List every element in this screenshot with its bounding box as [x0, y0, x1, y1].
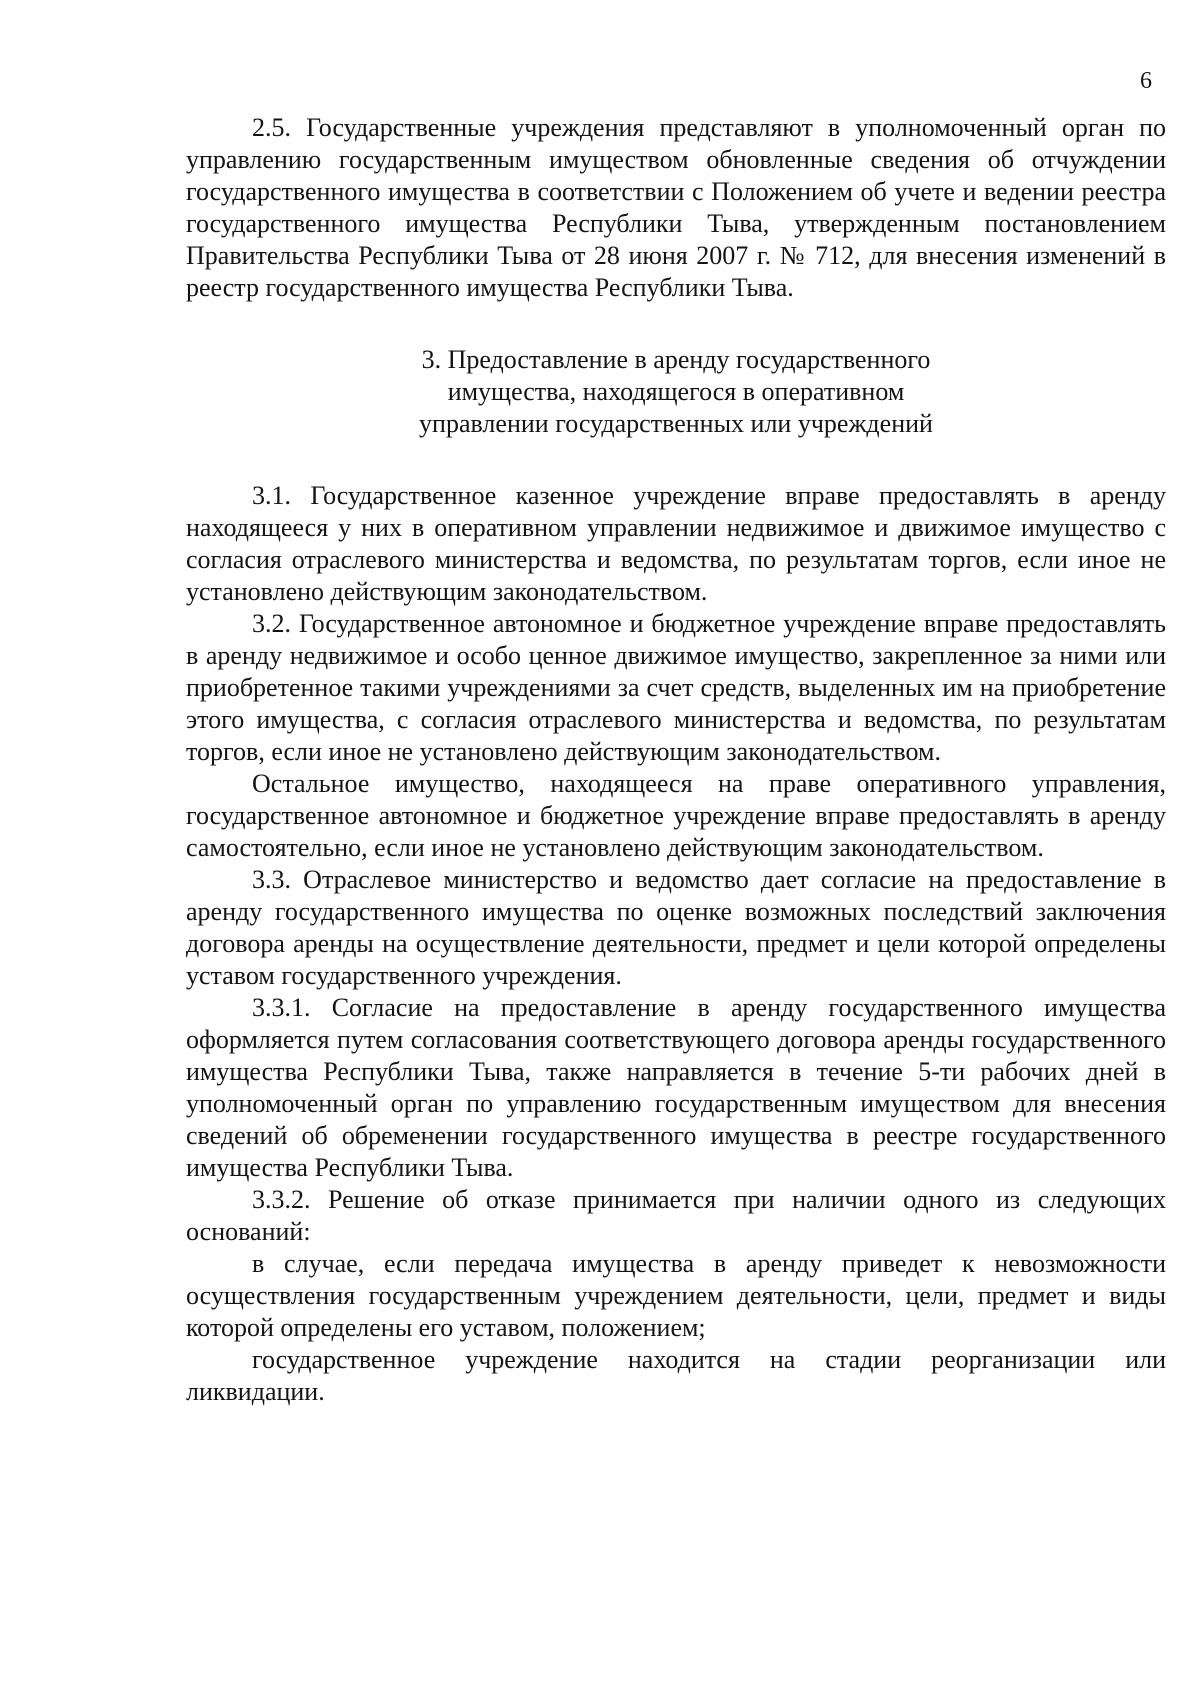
page-number: 6: [1140, 68, 1152, 94]
paragraph-3-2: 3.2. Государственное автономное и бюджетное учреждение вправе предоставлять в аренду недвижимое и особо ценное движимое имущество, закрепленное за ними или приобретенное такими учреждениями за счет средств, выделенных им на приобретение этого имущества, с согласия отраслевого министерства и ведомства, по результатам торгов, если иное не установлено действующим законодательством.: [186, 609, 1166, 766]
section-3-heading-line: управлении государственных или учреждений: [419, 409, 933, 438]
paragraph-3-3-1: 3.3.1. Согласие на предоставление в аренду государственного имущества оформляется путем согласования соответствующего договора аренды государственного имущества Республики Тыва, также направляется в течение 5-ти рабочих дней в уполномоченный орган по управлению государственным имуществом для внесения сведений об обременении государственного имущества в реестре государственного имущества Республики Тыва.: [186, 993, 1166, 1182]
document-body: [186, 112, 1166, 1408]
paragraph-3-3: 3.3. Отраслевое министерство и ведомство дает согласие на предоставление в аренду государственного имущества по оценке возможных последствий заключения договора аренды на осуществление деятельности, предмет и цели которой определены уставом государственного учреждения.: [186, 865, 1166, 990]
paragraph-other-property: Остальное имущество, находящееся на праве оперативного управления, государственное автономное и бюджетное учреждение вправе предоставлять в аренду самостоятельно, если иное не установлено действующим законодательством.: [186, 769, 1166, 862]
section-3-heading-line: имущества, находящегося в оперативном: [447, 377, 905, 406]
paragraph-2-5: 2.5. Государственные учреждения представляют в уполномоченный орган по управлению государственным имуществом обновленные сведения об отчуждении государственного имущества в соответствии с Положением об учете и ведении реестра государственного имущества Республики Тыва, утвержденным постановлением Правительства Республики Тыва от 28 июня 2007 г. № 712, для внесения изменений в реестр государственного имущества Республики Тыва.: [186, 113, 1166, 302]
section-3-heading: [186, 344, 1166, 440]
section-3-heading-line: 3. Предоставление в аренду государственного: [421, 345, 931, 374]
paragraph-3-1: 3.1. Государственное казенное учреждение вправе предоставлять в аренду находящееся у них в оперативном управлении недвижимое и движимое имущество с согласия отраслевого министерства и ведомства, по результатам торгов, если иное не установлено действующим законодательством.: [186, 481, 1166, 606]
paragraph-refusal-ground-2: государственное учреждение находится на стадии реорганизации или ликвидации.: [186, 1345, 1166, 1406]
paragraph-refusal-ground-1: в случае, если передача имущества в аренду приведет к невозможности осуществления государственным учреждением деятельности, цели, предмет и виды которой определены его уставом, положением;: [186, 1249, 1166, 1342]
paragraph-3-3-2: 3.3.2. Решение об отказе принимается при наличии одного из следующих оснований:: [186, 1185, 1166, 1246]
